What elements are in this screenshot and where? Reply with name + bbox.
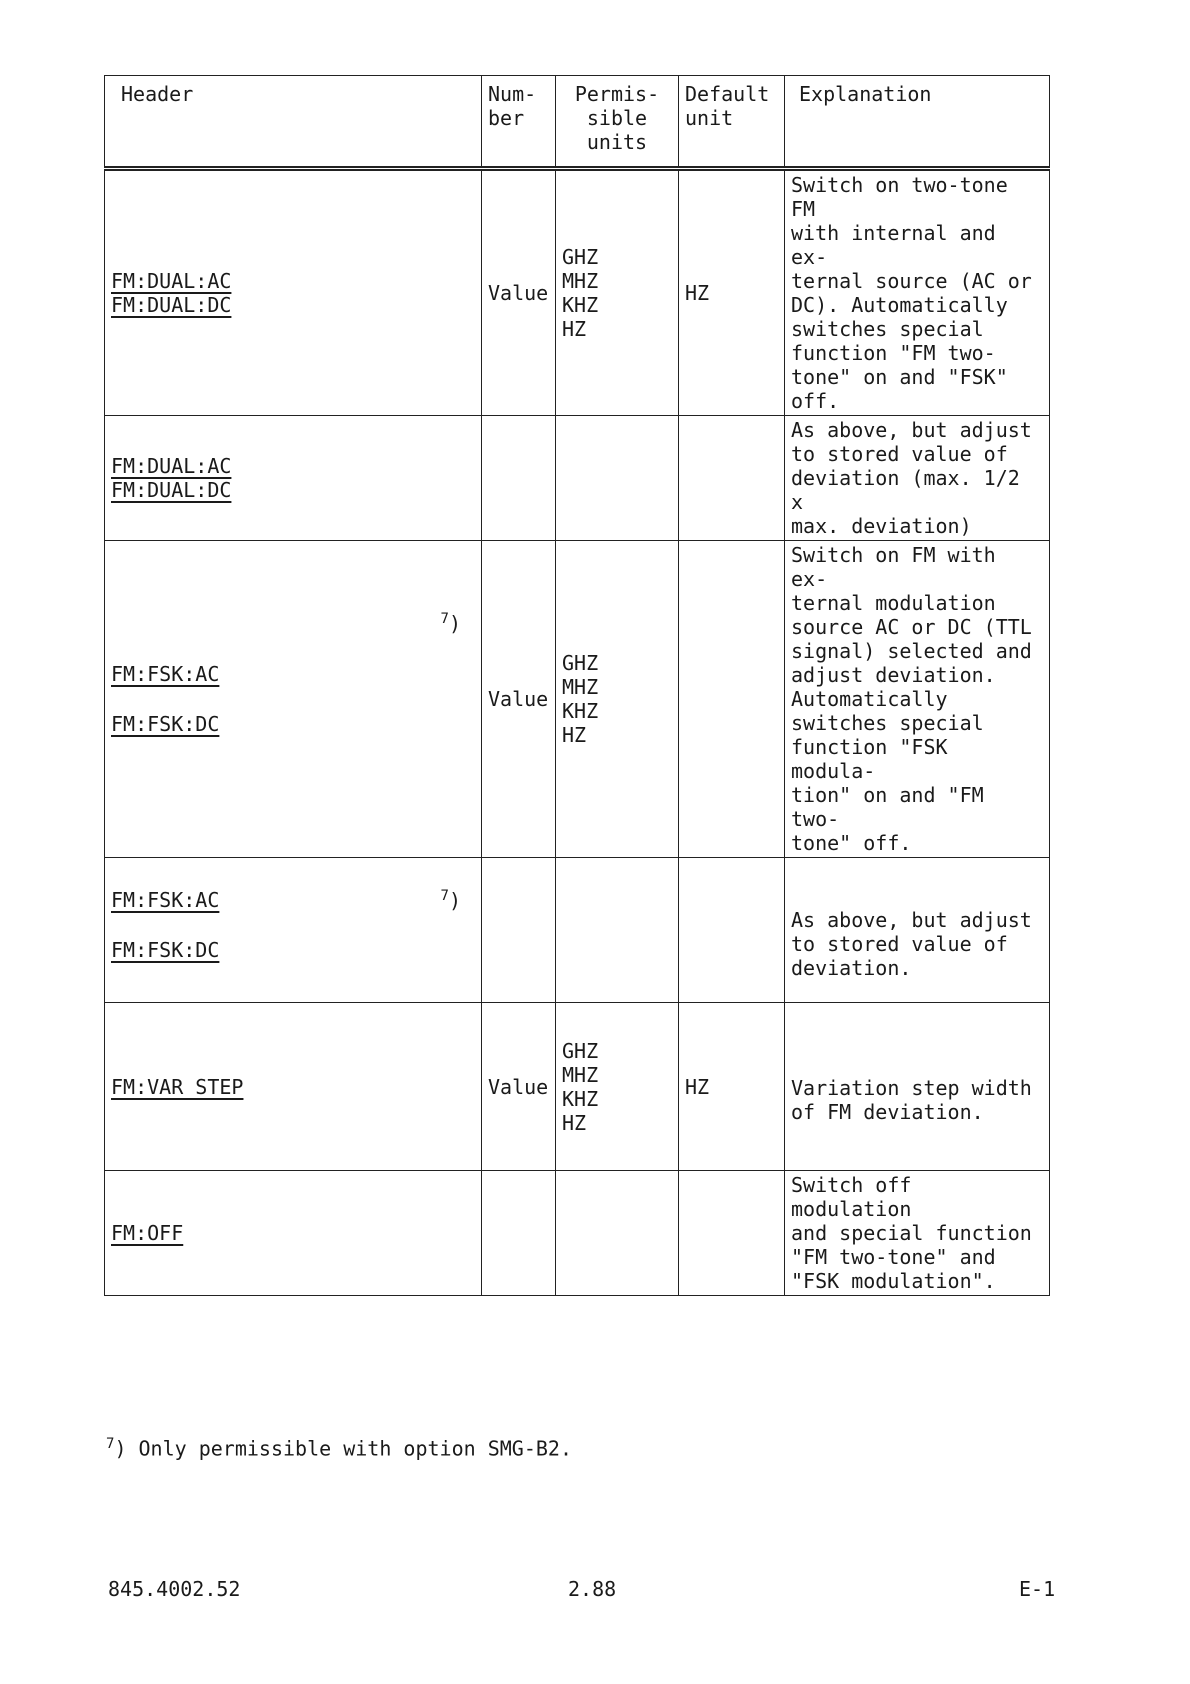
unit-label: GHZ [562, 245, 599, 269]
command-header: FM:FSK:DC [111, 712, 220, 736]
unit-label: KHZ [562, 699, 599, 723]
header-cell [105, 858, 482, 1003]
unit-label: HZ [562, 1110, 587, 1135]
command-header: FM:DUAL:AC [111, 454, 232, 478]
explanation-cell: Variation step width of FM deviation. [785, 1003, 1050, 1171]
page-number: 2.88 [568, 1577, 617, 1601]
number-cell [482, 416, 556, 541]
table-row [105, 858, 1050, 1003]
unit-label: GHZ [562, 1038, 599, 1063]
explanation-cell: Switch on FM with ex- ternal modulation source AC or DC (TTL signal) selected and adjust deviation. Automatically switches special function "FSK modula- tion" on and "FM two- tone" off. [785, 541, 1050, 858]
table-row [105, 541, 1050, 858]
unit-label: KHZ [562, 293, 599, 317]
table-row [105, 416, 1050, 541]
default-unit-cell: HZ [679, 169, 785, 416]
units-cell [556, 541, 679, 858]
default-unit-cell [679, 541, 785, 858]
explanation-cell: As above, but adjust to stored value of deviation. [785, 858, 1050, 1003]
page-id: E-1 [1019, 1577, 1056, 1601]
col-header-units: Permis- sible units [556, 76, 679, 169]
default-unit-cell [679, 416, 785, 541]
number-cell [482, 858, 556, 1003]
table-row [105, 1171, 1050, 1296]
units-cell [556, 1171, 679, 1296]
command-header: FM:FSK:AC [111, 662, 220, 686]
command-table [104, 75, 1050, 1296]
col-header-explanation: Explanation [785, 76, 1050, 169]
command-header: FM:DUAL:AC [111, 269, 232, 293]
unit-label: MHZ [562, 675, 599, 699]
command-header: FM:DUAL:DC [111, 293, 232, 317]
command-header: FM:FSK:DC [111, 938, 220, 962]
command-header: FM:FSK:AC [111, 888, 220, 912]
explanation-cell: Switch on two-tone FM with internal and ex- ternal source (AC or DC). Automatically switches special function "FM two- tone" on and "FSK" off. [785, 169, 1050, 416]
header-cell [105, 541, 482, 858]
default-unit-cell [679, 1171, 785, 1296]
footnote-text: ) Only permissible with option SMG-B2. [114, 1436, 572, 1461]
footnote-marker: 7 [106, 1436, 115, 1452]
document-number: 845.4002.52 [108, 1577, 241, 1601]
unit-label: MHZ [562, 269, 599, 293]
unit-label: HZ [562, 723, 587, 747]
number-cell [482, 1171, 556, 1296]
number-cell: Value [482, 541, 556, 858]
units-cell [556, 858, 679, 1003]
unit-label: GHZ [562, 651, 599, 675]
number-cell: Value [482, 1003, 556, 1171]
unit-label: MHZ [562, 1062, 599, 1087]
col-header-header: Header [105, 76, 482, 169]
header-cell [105, 169, 482, 416]
unit-label: KHZ [562, 1086, 599, 1111]
footnote-reference: $^7$) [440, 611, 461, 636]
table-header-row [105, 76, 1050, 169]
footnote-reference: $^7$) [440, 888, 461, 913]
units-cell [556, 169, 679, 416]
unit-label: HZ [562, 317, 587, 341]
col-header-number: Num- ber [482, 76, 556, 169]
default-unit-cell: HZ [679, 1003, 785, 1171]
table-row [105, 1003, 1050, 1171]
header-cell [105, 1003, 482, 1171]
explanation-cell: Switch off modulation and special function "FM two-tone" and "FSK modulation". [785, 1171, 1050, 1296]
command-header: FM:DUAL:DC [111, 478, 232, 502]
default-unit-cell [679, 858, 785, 1003]
table-row [105, 169, 1050, 416]
explanation-cell: As above, but adjust to stored value of deviation (max. 1/2 x max. deviation) [785, 416, 1050, 541]
header-cell [105, 1171, 482, 1296]
units-cell [556, 1003, 679, 1171]
command-header: FM:OFF [111, 1221, 184, 1245]
header-cell [105, 416, 482, 541]
units-cell [556, 416, 679, 541]
col-header-default-unit: Default unit [679, 76, 785, 169]
footnote [106, 1436, 572, 1461]
command-header: FM:VAR_STEP [111, 1074, 244, 1099]
number-cell: Value [482, 169, 556, 416]
